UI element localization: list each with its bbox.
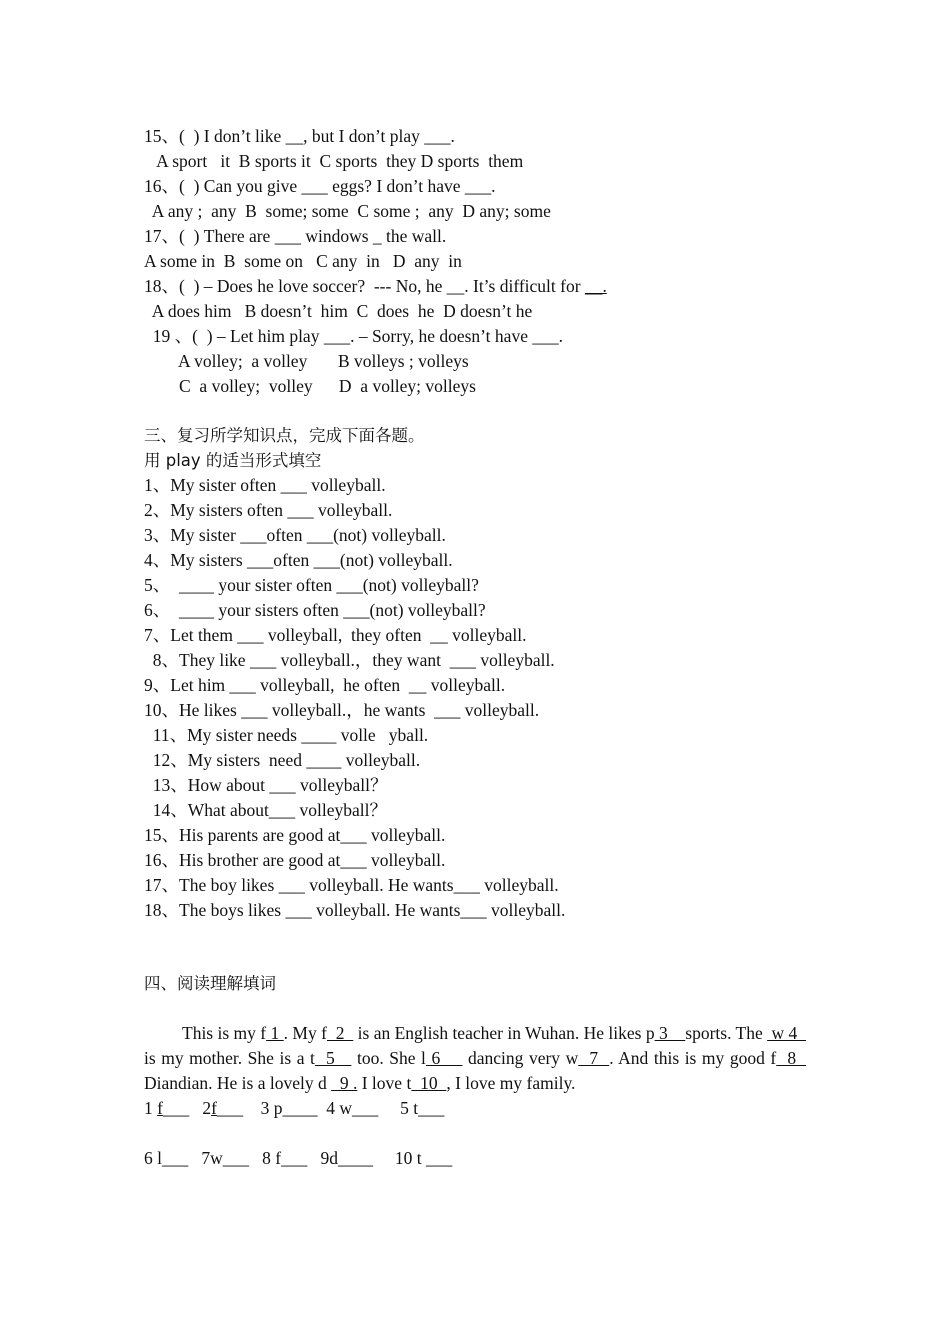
passage-blank: 7 [578,1048,610,1068]
passage-text: This is my f [182,1023,267,1043]
fill-item-7: 7、Let them ___ volleyball, they often __ volleyball. [144,625,527,645]
section-4-heading: 四、阅读理解填词 [144,974,276,993]
passage-text: Diandian. He is a lovely d [144,1073,332,1093]
passage-text: . And this is my good f [609,1048,777,1068]
answer-row-2: 6 l___ 7w___ 8 f___ 9d____ 10 t ___ [144,1148,453,1168]
passage-text: too. She l [351,1048,426,1068]
passage-blank: w 4 [767,1023,807,1043]
passage-text: sports. The [685,1023,768,1043]
mc-question-17: 17、( ) There are ___ windows _ the wall. [144,226,447,246]
mc-options-18: A does him B doesn’t him C does he D doesn’t he [144,301,533,321]
passage-text: , I love my family. [446,1073,576,1093]
fill-item-6: 6、 ____ your sisters often ___(not) volleyball? [144,600,486,620]
mc-question-16: 16、( ) Can you give ___ eggs? I don’t have ___. [144,176,496,196]
mc-options-17: A some in B some on C any in D any in [144,251,462,271]
fill-item-4: 4、My sisters ___often ___(not) volleyball. [144,550,453,570]
passage-text: I love t [357,1073,412,1093]
section-3-heading: 三、复习所学知识点，完成下面各题。 [144,426,425,445]
passage-blank: 3 [654,1023,686,1043]
passage-blank: 8 [776,1048,807,1068]
passage-text: . My f [283,1023,327,1043]
answer-1-rest: ___ 2 [162,1098,212,1118]
fill-item-12: 12、My sisters need ____ volleyball. [144,750,421,770]
section-3-instruction: 用 play 的适当形式填空 [144,451,322,470]
fill-item-3: 3、My sister ___often ___(not) volleyball. [144,525,446,545]
fill-item-15: 15、His parents are good at___ volleyball. [144,825,446,845]
fill-item-11: 11、My sister needs ____ volle yball. [144,725,429,745]
passage-blank: 9 . [331,1073,358,1093]
fill-item-17: 17、The boy likes ___ volleyball. He wants___ volleyball. [144,875,559,895]
mc-question-18-blank: __. [584,276,607,296]
answer-row-1 [144,1096,444,1121]
passage-text: dancing very w [462,1048,579,1068]
fill-item-16: 16、His brother are good at___ volleyball. [144,850,446,870]
mc-options-19-ab: A volley; a volley B volleys ; volleys [144,351,469,371]
mc-question-18-text: 18、( ) – Does he love soccer? --- No, he __. It’s difficult for [144,276,585,296]
fill-item-5: 5、 ____ your sister often ___(not) volleyball? [144,575,479,595]
passage-text: is an English teacher in Wuhan. He likes p [353,1023,655,1043]
answer-1-number: 1 [144,1098,158,1118]
fill-item-2: 2、My sisters often ___ volleyball. [144,500,393,520]
reading-passage [144,1021,806,1096]
fill-item-10: 10、He likes ___ volleyball.，he wants ___ volleyball. [144,700,540,720]
passage-blank: 6 [425,1048,463,1068]
fill-item-1: 1、My sister often ___ volleyball. [144,475,386,495]
mc-question-15: 15、( ) I don’t like __, but I don’t play ___. [144,126,455,146]
mc-question-19: 19 、( ) – Let him play ___. – Sorry, he doesn’t have ___. [144,326,563,346]
answer-2-rest: ___ 3 p____ 4 w___ 5 t___ [216,1098,445,1118]
fill-item-18: 18、The boys likes ___ volleyball. He wants___ volleyball. [144,900,566,920]
passage-blank: 1 [266,1023,284,1043]
passage-blank: 5 [314,1048,352,1068]
answer-1-letter: f [157,1098,163,1118]
fill-item-13: 13、How about ___ volleyball？ [144,775,388,795]
passage-text: is my mother. She is a t [144,1048,315,1068]
fill-item-14: 14、What about___ volleyball？ [144,800,388,820]
mc-options-16: A any ; any B some; some C some ; any D any; some [144,201,551,221]
answer-2-letter: f [211,1098,217,1118]
mc-options-19-cd: C a volley; volley D a volley; volleys [144,376,476,396]
fill-item-9: 9、Let him ___ volleyball, he often __ volleyball. [144,675,506,695]
passage-blank: 10 [411,1073,447,1093]
mc-question-18 [144,274,607,299]
passage-blank: 2 [326,1023,354,1043]
mc-options-15: A sport it B sports it C sports they D sports them [144,151,524,171]
fill-item-8: 8、They like ___ volleyball.，they want ___ volleyball. [144,650,555,670]
